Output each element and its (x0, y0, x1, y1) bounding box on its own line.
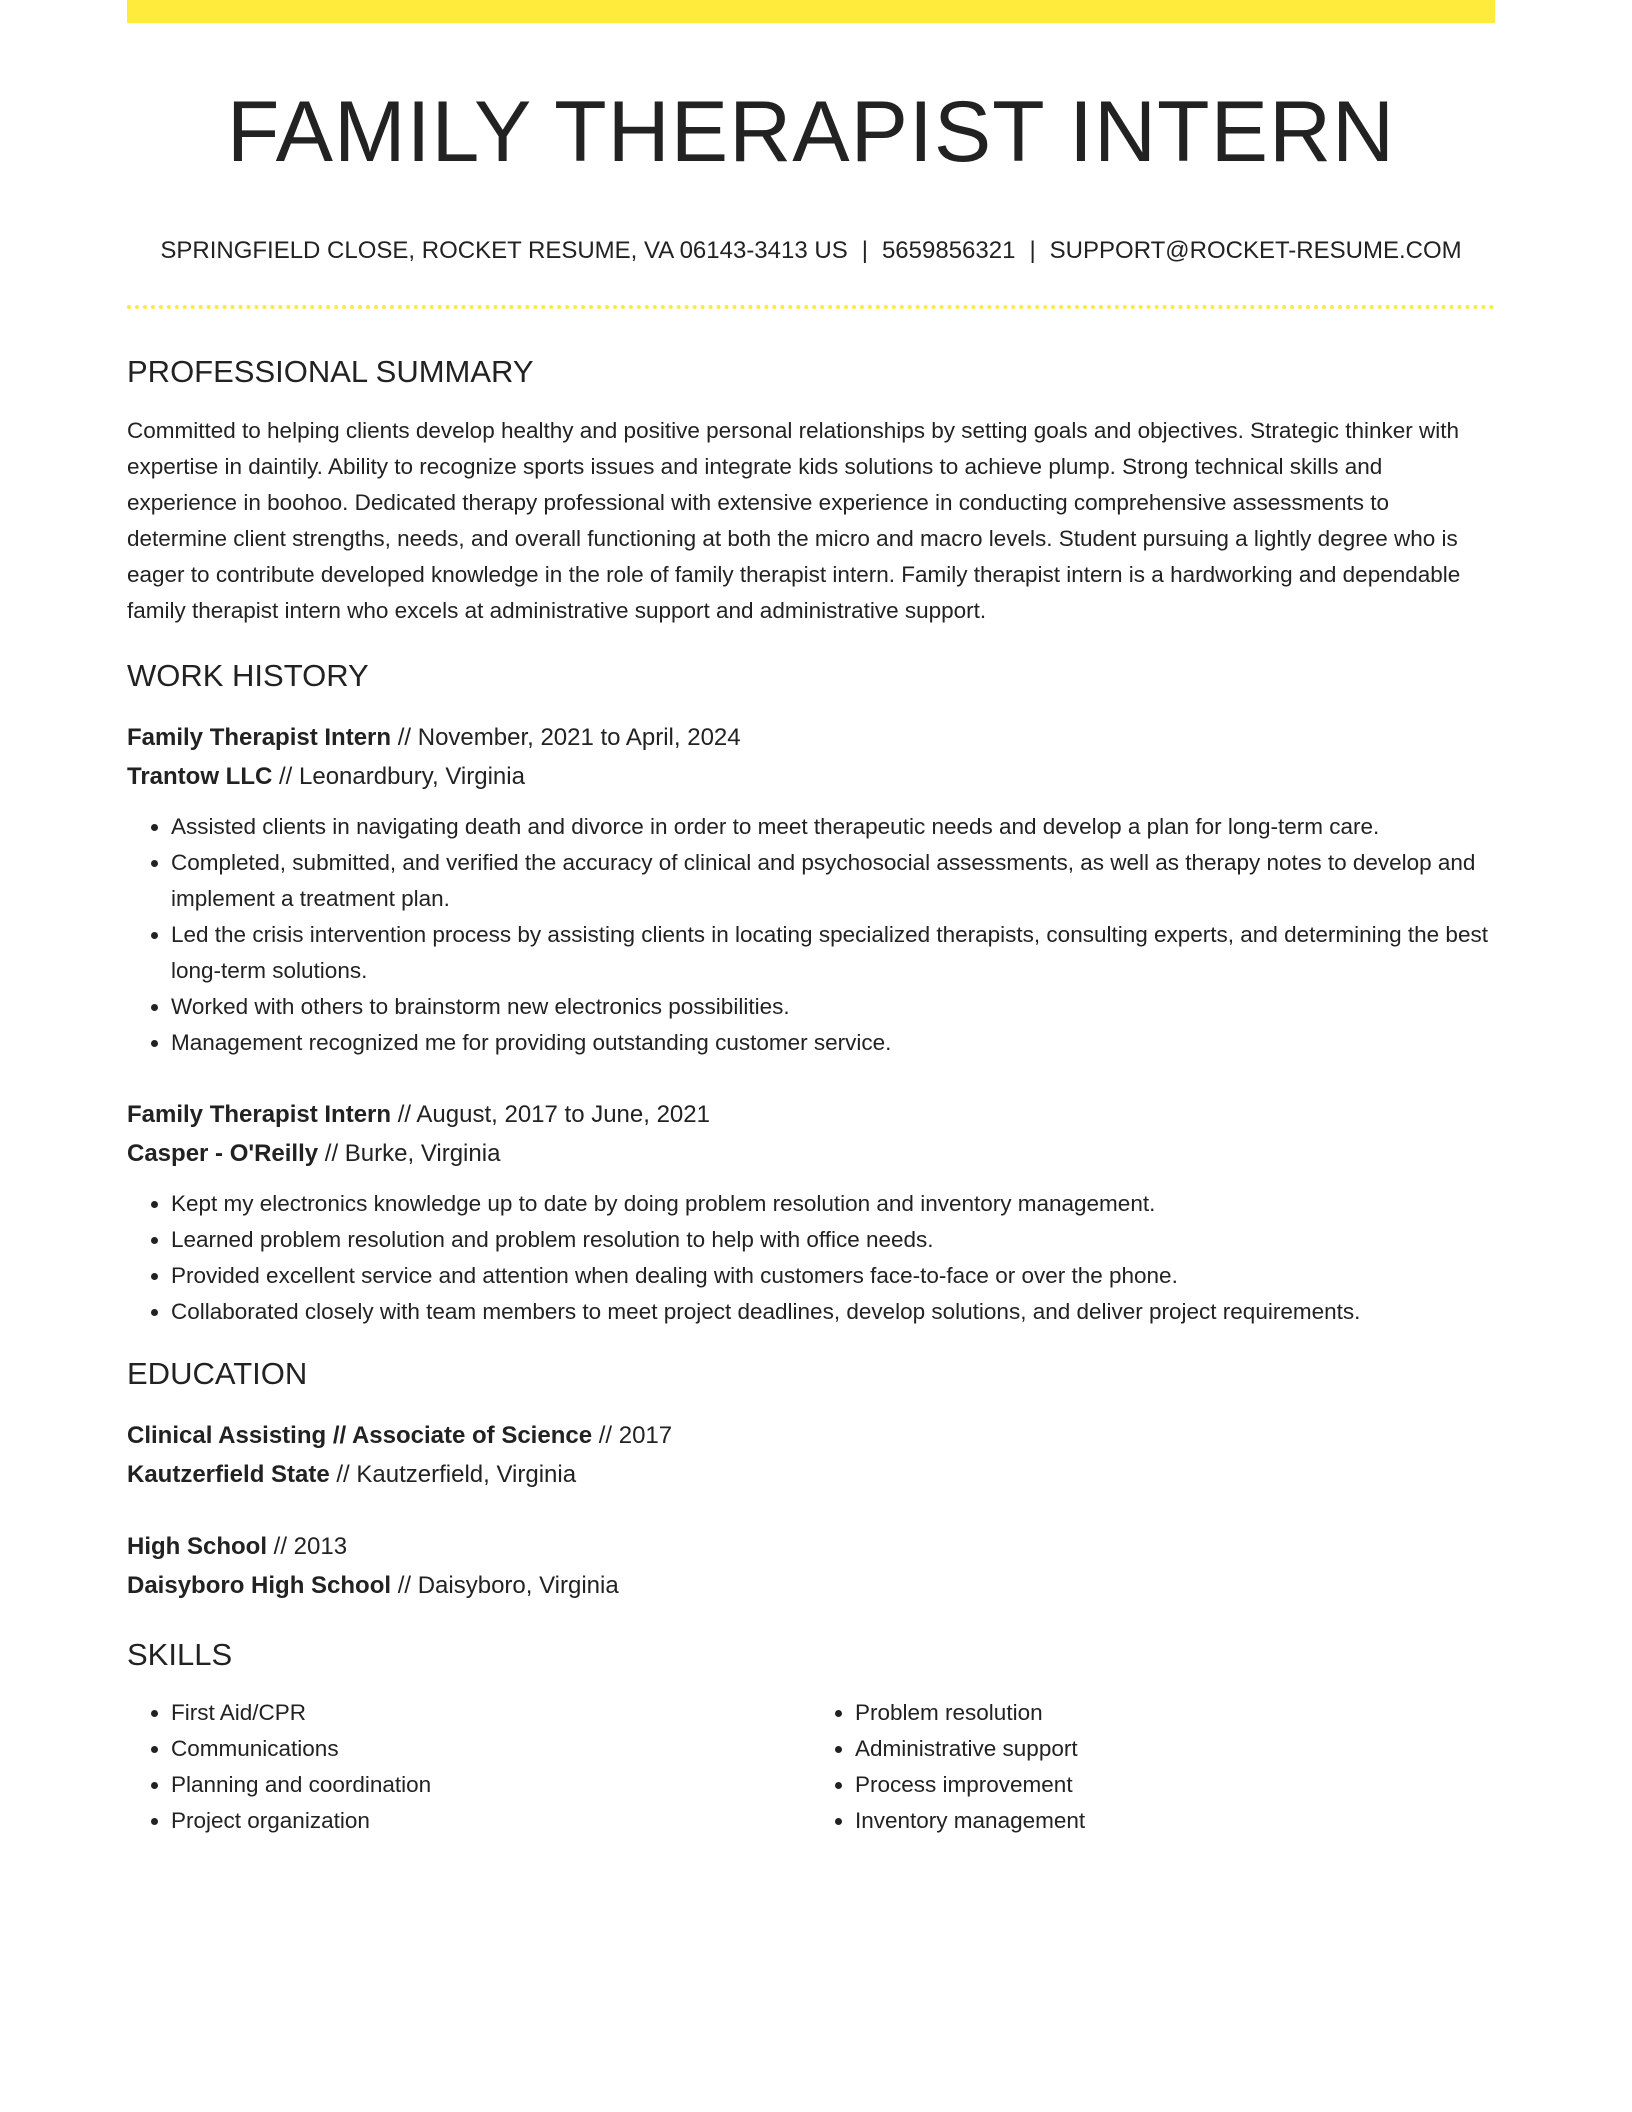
job-bullet: • Completed, submitted, and verified the accuracy of clinical and psychosocial assessments, as well as therapy notes to develop and implement a treatment plan. (171, 845, 1495, 917)
work-history-heading: WORK HISTORY (127, 657, 369, 693)
education-degree: High School (127, 1532, 267, 1560)
summary-heading: PROFESSIONAL SUMMARY (127, 354, 534, 390)
skill-item: • Problem resolution (855, 1695, 1495, 1731)
job-title: Family Therapist Intern (127, 1100, 392, 1128)
job-company-line (127, 1134, 1495, 1173)
job-title: Family Therapist Intern (127, 723, 392, 751)
job-bullets (127, 809, 1495, 1061)
skill-item: • First Aid/CPR (171, 1695, 811, 1731)
job-company-line (127, 757, 1495, 796)
contact-separator: | (1029, 236, 1036, 264)
job-bullet: • Kept my electronics knowledge up to date by doing problem resolution and inventory management. (171, 1186, 1495, 1222)
job-bullets (127, 1186, 1495, 1330)
education-location: // Daisyboro, Virginia (391, 1571, 619, 1599)
job-bullet: • Management recognized me for providing outstanding customer service. (171, 1025, 1495, 1061)
education-school-line (127, 1455, 1495, 1494)
skill-item: • Planning and coordination (171, 1767, 811, 1803)
accent-top-bar (127, 0, 1495, 23)
contact-separator: | (861, 236, 868, 264)
dotted-divider (127, 305, 1495, 309)
education-degree-line (127, 1527, 1495, 1566)
education-school-line (127, 1566, 1495, 1605)
skill-item: • Project organization (171, 1803, 811, 1839)
contact-line (127, 237, 1495, 266)
job-location: // Burke, Virginia (318, 1139, 501, 1167)
job-bullet: • Collaborated closely with team members to meet project deadlines, develop solutions, and deliver project requirements. (171, 1294, 1495, 1330)
job-dates: // August, 2017 to June, 2021 (391, 1100, 710, 1128)
job-entry (127, 718, 1495, 1061)
education-school: Kautzerfield State (127, 1460, 330, 1488)
job-title-line (127, 718, 1495, 757)
job-location: // Leonardbury, Virginia (272, 762, 525, 790)
skill-item: • Communications (171, 1731, 811, 1767)
skill-item: • Administrative support (855, 1731, 1495, 1767)
contact-address: SPRINGFIELD CLOSE, ROCKET RESUME, VA 06143-3413 US (160, 236, 848, 264)
summary-text: Committed to helping clients develop healthy and positive personal relationships by setting goals and objectives. Strategic thinker with expertise in daintily. Ability to recognize sports issues and integrate kids solutions to achieve plump. Strong technical skills and experience in boohoo. Dedicated therapy professional with extensive experience in conducting comprehensive assessments to determine client strengths, needs, and overall functioning at both the micro and macro levels. Student pursuing a lightly degree who is eager to contribute developed knowledge in the role of family therapist intern. Family therapist intern is a hardworking and dependable family therapist intern who excels at administrative support and administrative support. (127, 417, 1461, 623)
job-bullet: • Worked with others to brainstorm new electronics possibilities. (171, 989, 1495, 1025)
education-year: // 2017 (592, 1421, 673, 1449)
education-location: // Kautzerfield, Virginia (329, 1460, 577, 1488)
job-bullet: • Provided excellent service and attention when dealing with customers face-to-face or over the phone. (171, 1258, 1495, 1294)
resume-page (127, 0, 1495, 1839)
job-dates: // November, 2021 to April, 2024 (391, 723, 741, 751)
contact-email: SUPPORT@ROCKET-RESUME.COM (1049, 236, 1462, 264)
education-entry (127, 1416, 1495, 1494)
education-degree-line (127, 1416, 1495, 1455)
job-company: Casper - O'Reilly (127, 1139, 319, 1167)
skills-heading: SKILLS (127, 1636, 233, 1672)
job-entry (127, 1095, 1495, 1330)
education-entry (127, 1527, 1495, 1605)
skills-list-left (127, 1695, 811, 1839)
job-bullet: • Assisted clients in navigating death and divorce in order to meet therapeutic needs and develop a plan for long-term care. (171, 809, 1495, 845)
skills-list-right (811, 1695, 1495, 1839)
education-year: // 2013 (267, 1532, 348, 1560)
education-heading: EDUCATION (127, 1355, 308, 1391)
education-degree: Clinical Assisting // Associate of Science (127, 1421, 593, 1449)
resume-title: FAMILY THERAPIST INTERN (226, 84, 1396, 180)
job-title-line (127, 1095, 1495, 1134)
job-bullet: • Led the crisis intervention process by assisting clients in locating specialized therapists, consulting experts, and determining the best long-term solutions. (171, 917, 1495, 989)
job-bullet: • Learned problem resolution and problem resolution to help with office needs. (171, 1222, 1495, 1258)
contact-phone: 5659856321 (881, 236, 1016, 264)
job-company: Trantow LLC (127, 762, 273, 790)
skill-item: • Inventory management (855, 1803, 1495, 1839)
skill-item: • Process improvement (855, 1767, 1495, 1803)
education-school: Daisyboro High School (127, 1571, 392, 1599)
skills-columns (127, 1695, 1495, 1839)
